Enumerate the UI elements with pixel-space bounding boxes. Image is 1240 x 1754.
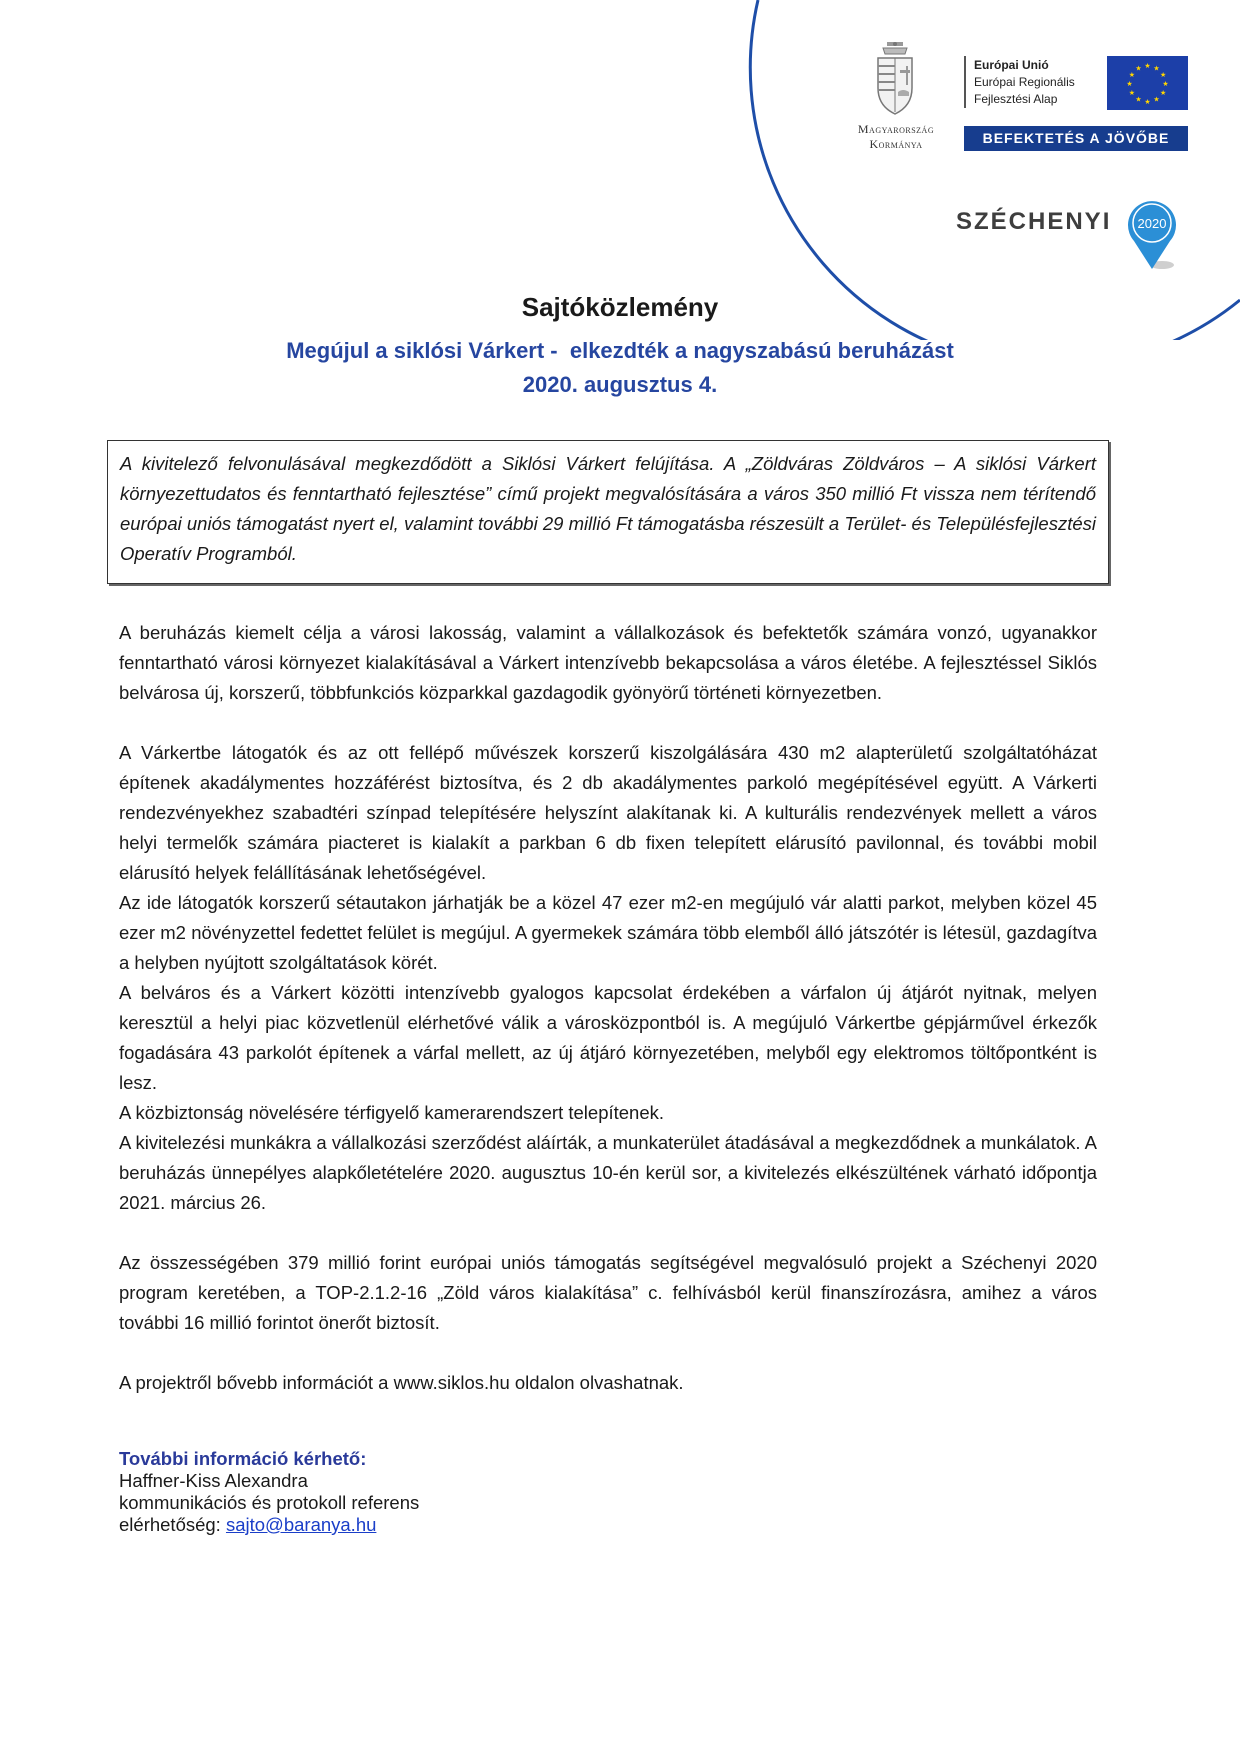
contact-heading: További információ kérhető: <box>119 1448 367 1469</box>
svg-text:★: ★ <box>1144 98 1151 106</box>
publication-date: 2020. augusztus 4. <box>522 372 718 397</box>
contact-email-link[interactable]: sajto@baranya.hu <box>225 1514 377 1535</box>
body-paragraph-8: A projektről bővebb információt a www.siklos.hu oldalon olvashatnak. <box>119 1372 684 1393</box>
body-paragraph-7: Az összességében 379 millió forint európai uniós támogatás segítségével megvalósuló projekt a Széchenyi 2020 program keretében, a TOP-2.1.2-16 „Zöld város kialakítása” c. felhívásból kerül finanszírozásra, amihez a város további 16 millió forintot önerőt biztosít. <box>119 1252 1097 1333</box>
page-title: Sajtóközlemény <box>521 292 719 322</box>
header-arc-decoration <box>0 0 1240 340</box>
eu-text-line2: Európai Regionális <box>974 75 1075 89</box>
contact-role: kommunikációs és protokoll referens <box>119 1492 420 1513</box>
eu-divider <box>964 56 966 108</box>
svg-text:★: ★ <box>1128 89 1136 97</box>
contact-name: Haffner-Kiss Alexandra <box>119 1470 308 1491</box>
subtitle-block <box>0 334 1240 402</box>
page-subtitle: Megújul a siklósi Várkert - elkezdték a nagyszabású beruházást <box>286 338 954 363</box>
government-name-line1: Magyarország <box>857 122 935 136</box>
body-paragraph-1: A beruházás kiemelt célja a városi lakosság, valamint a vállalkozások és befektetők számára vonzó, ugyanakkor fenntartható városi környezet kialakításával a Várkert intenzívebb bekapcsolása a város életébe. A fejlesztéssel Siklós belvárosa új, korszerű, többfunkciós közparkkal gazdagodik gyönyörű történeti környezetben. <box>119 622 1097 703</box>
szechenyi-year: 2020 <box>1137 216 1167 231</box>
government-name-line2: Kormánya <box>869 137 923 151</box>
contact-email-line <box>119 1514 419 1536</box>
svg-text:★: ★ <box>1153 95 1160 104</box>
article-body <box>119 618 1097 1398</box>
eu-text <box>974 57 1075 108</box>
szechenyi-logo-text: SZÉCHENYI <box>956 208 1112 235</box>
svg-text:★: ★ <box>1126 80 1133 88</box>
svg-text:★: ★ <box>1135 64 1142 73</box>
svg-text:★: ★ <box>1144 62 1151 70</box>
svg-text:★: ★ <box>1159 71 1167 79</box>
body-paragraph-2: A Várkertbe látogatók és az ott fellépő művészek korszerű kiszolgálására 430 m2 alapterületű szolgáltatóházat építenek akadálymentes hozzáférést biztosítva, és 2 db akadálymentes parkoló megépítésével együtt. A Várkerti rendezvényekhez szabadtéri színpad telepítésére helyszínt alakítanak ki. A kulturális rendezvények mellett a város helyi termelők számára piacteret is kialakít a parkban 6 db fixen telepített elárusító pavilonnal, és további mobil elárusító helyek felállításának lehetőségével. <box>119 742 1097 883</box>
invest-banner: BEFEKTETÉS A JÖVŐBE <box>964 126 1188 151</box>
eu-flag-icon <box>1107 56 1188 110</box>
svg-text:★: ★ <box>1162 80 1169 88</box>
coat-of-arms-icon <box>870 40 920 120</box>
svg-text:★: ★ <box>1135 95 1142 104</box>
body-paragraph-6: A kivitelezési munkákra a vállalkozási szerződést aláírták, a munkaterület átadásával a megkezdődnek a munkálatok. A beruházás ünnepélyes alapkőletételére 2020. augusztus 10-én kerül sor, a kivitelezés elkészültének várható időpontja 2021. március 26. <box>119 1132 1097 1213</box>
eu-text-line1: Európai Unió <box>974 58 1049 72</box>
svg-text:★: ★ <box>1153 64 1160 73</box>
contact-block <box>119 1448 419 1536</box>
szechenyi-pin-icon <box>1124 195 1180 275</box>
svg-text:★: ★ <box>1159 89 1167 97</box>
government-name <box>826 122 966 152</box>
svg-text:★: ★ <box>1128 71 1136 79</box>
contact-email-label: elérhetőség: <box>119 1514 226 1535</box>
body-paragraph-5: A közbiztonság növelésére térfigyelő kamerarendszert telepítenek. <box>119 1102 665 1123</box>
body-paragraph-4: A belváros és a Várkert közötti intenzívebb gyalogos kapcsolat érdekében a várfalon új átjárót nyitnak, melyen keresztül a helyi piac közvetlenül elérhetővé válik a városközpontból is. A megújuló Várkertbe gépjárművel érkezők fogadására 43 parkolót építenek a várfal mellett, az új átjáró környezetében, melyből egy elektromos töltőpontként is lesz. <box>119 982 1097 1093</box>
eu-text-line3: Fejlesztési Alap <box>974 92 1058 106</box>
lead-paragraph-box: A kivitelező felvonulásával megkezdődött a Siklósi Várkert felújítása. A „Zöldváras Zöldváros – A siklósi Várkert környezettudatos és fenntartható fejlesztése” című projekt megvalósítására a város 350 millió Ft vissza nem térítendő európai uniós támogatást nyert el, valamint további 29 millió Ft támogatásba részesült a Terület- és Településfejlesztési Operatív Programból. <box>107 440 1109 584</box>
body-paragraph-3: Az ide látogatók korszerű sétautakon járhatják be a közel 47 ezer m2-en megújuló vár alatti parkot, melyben közel 45 ezer m2 növényzettel fedettet felület is megújul. A gyermekek számára több elemből álló játszótér is létesül, gazdagítva a helyben nyújtott szolgáltatások körét. <box>119 892 1097 973</box>
